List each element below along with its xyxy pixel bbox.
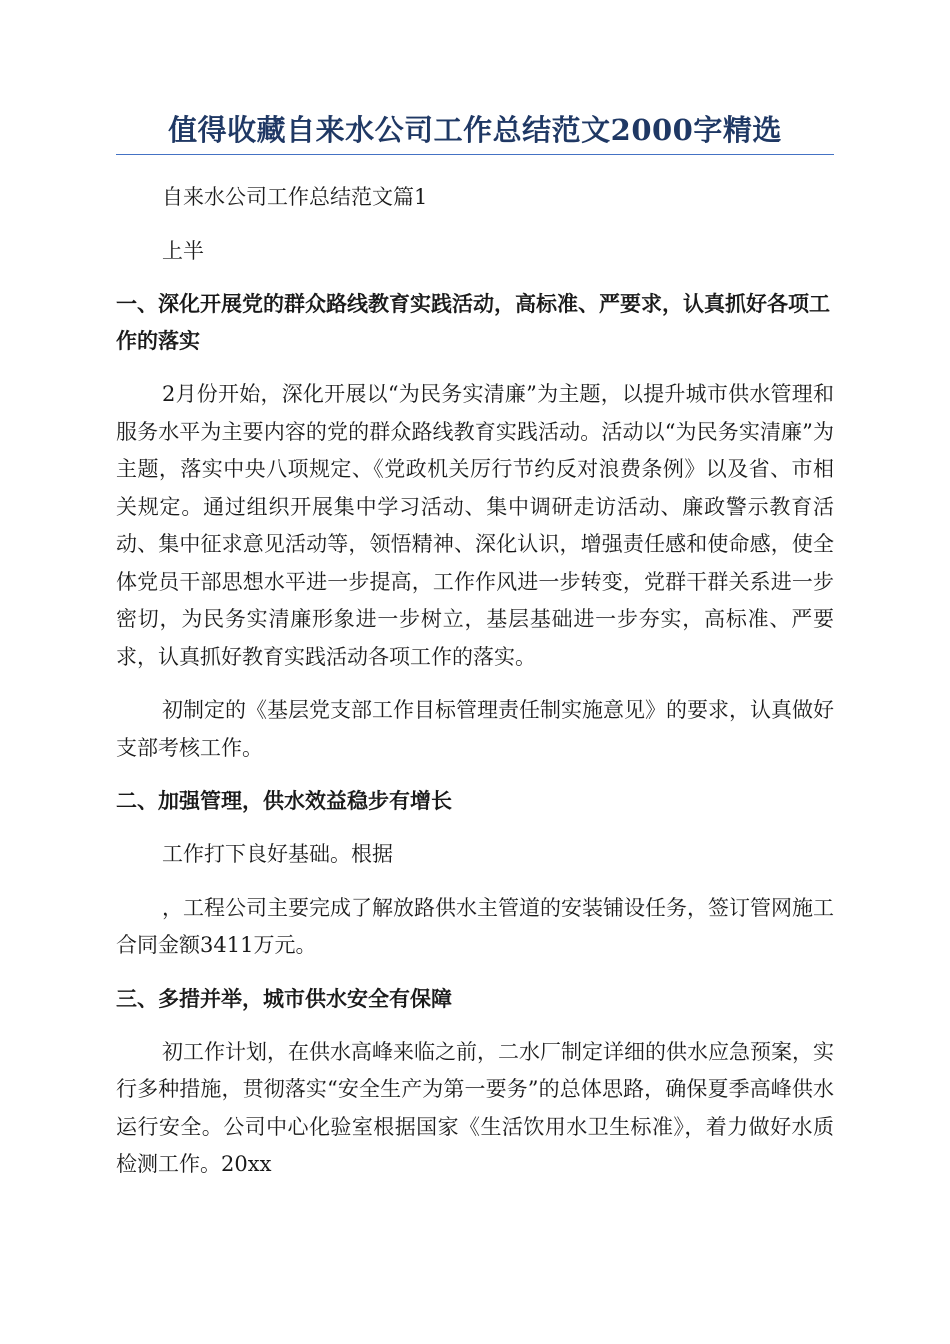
section-3-heading: 三、多措并举，城市供水安全有保障 [116,986,452,1011]
section-1-paragraph-1: 2月份开始，深化开展以“为民务实清廉”为主题，以提升城市供水管理和服务水平为主要内容的党的群众路线教育实践活动。活动以“为民务实清廉”为主题，落实中央八项规定、《党政机关厉行节约反对浪费条例》以及省、市相关规定。通过组织开展集中学习活动、集中调研走访活动、廉政警示教育活动、集中征求意见活动等，领悟精神、深化认识，增强责任感和使命感，使全体党员干部思想水平进一步提高，工作作风进一步转变，党群干群关系进一步密切，为民务实清廉形象进一步树立，基层基础进一步夯实，高标准、严要求，认真抓好教育实践活动各项工作的落实。 [116,382,834,669]
section-2-heading: 二、加强管理，供水效益稳步有增长 [116,789,452,813]
intro-text: 上半 [162,238,204,263]
section-2-paragraph-2: ，工程公司主要完成了解放路供水主管道的安装铺设任务，签订管网施工合同金额3411万元。 [116,895,834,957]
document-title: 值得收藏自来水公司工作总结范文2000字精选 [116,108,834,155]
section-1-paragraph-2: 初制定的《基层党支部工作目标管理责任制实施意见》的要求，认真做好支部考核工作。 [116,698,834,760]
section-1-heading: 一、深化开展党的群众路线教育实践活动，高标准、严要求，认真抓好各项工作的落实 [116,292,830,353]
section-3-paragraph-1: 初工作计划，在供水高峰来临之前，二水厂制定详细的供水应急预案，实行多种措施，贯彻落实“安全生产为第一要务”的总体思路，确保夏季高峰供水运行安全。公司中心化验室根据国家《生活饮用水卫生标准》，着力做好水质检测工作。20xx [116,1039,834,1176]
section-2-paragraph-1: 工作打下良好基础。根据 [162,842,393,866]
document-subtitle: 自来水公司工作总结范文篇1 [162,185,428,209]
document-page [116,108,834,1184]
